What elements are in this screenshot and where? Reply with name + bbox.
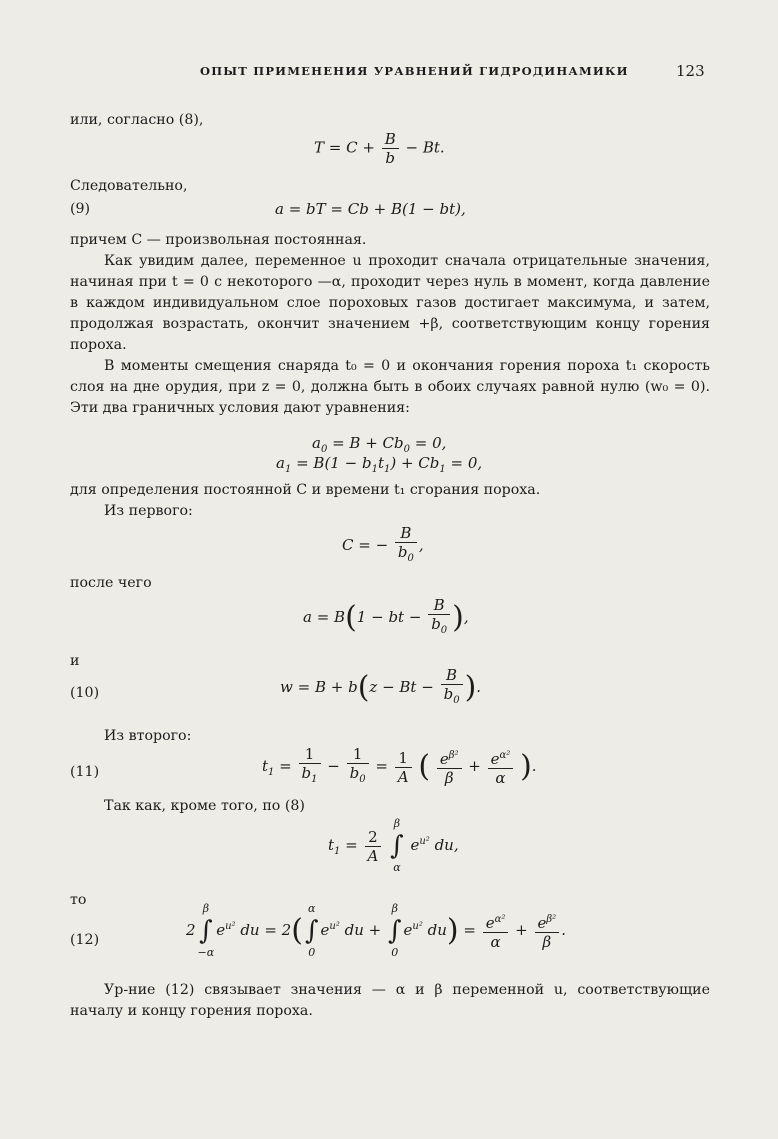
equation-9: a = bT = Cb + B(1 − bt), bbox=[275, 200, 466, 218]
paragraph: причем C — произвольная постоянная. bbox=[70, 232, 367, 248]
running-title: ОПЫТ ПРИМЕНЕНИЯ УРАВНЕНИЙ ГИДРОДИНАМИКИ bbox=[200, 64, 629, 78]
equation-a: a = B(1 − bt − $\frac{B}{b_0}$ ), bbox=[303, 596, 469, 636]
equation-C: C = − $\frac{B}{b_0}$ , bbox=[342, 524, 424, 564]
equation-11: $t_1$ = $\frac{1}{b_1}$ − $\frac{1}{b_0}$ = $\frac{1}{A}$ ( $\frac{e^{\beta^2}}{\beta}$ + $\frac{e^{\alpha^2}}{\alpha}$ ). bbox=[262, 745, 537, 787]
equation-10: w = B + b(z − Bt − $\frac{B}{b_0}$ ). bbox=[280, 666, 482, 706]
equation-a1: $a_1 = B(1 - b_1t_1) + Cb_1 = 0$, bbox=[276, 454, 483, 475]
paragraph: Так как, кроме того, по (8) bbox=[104, 798, 305, 814]
equation-number: (9) bbox=[70, 201, 91, 217]
paragraph: Из второго: bbox=[104, 728, 192, 744]
paragraph: для определения постоянной C и времени t₁ сгорания пороха. bbox=[70, 482, 541, 498]
equation-number: (10) bbox=[70, 685, 100, 701]
paragraph: Ур-ние (12) связывает значения — α и β переменной u, соответствующие началу и концу горения пороха. bbox=[70, 982, 710, 1019]
paragraph: и bbox=[70, 653, 80, 669]
equation-a0: $a_0 = B + Cb_0 = 0$, bbox=[312, 434, 447, 455]
equation-number: (12) bbox=[70, 932, 100, 948]
page-number: 123 bbox=[676, 62, 705, 80]
equation-number: (11) bbox=[70, 764, 100, 780]
text-line: или, согласно (8), bbox=[70, 112, 204, 128]
equation-t1: $t_1$ = $\frac{2}{A}$ β ∫ α $e^{u^2}$ du, bbox=[328, 817, 459, 874]
equation-12: 2 β ∫ −α $e^{u^2}$ du = 2( α ∫ 0 $e^{u^2}$ du + β ∫ 0 $e^{u^2}$ du) = $\frac{e^{\alpha^2}}{\alpha}$ + $\frac{e^{\beta^2}}{\beta}$ . bbox=[186, 902, 566, 959]
text-line: Следовательно, bbox=[70, 178, 188, 194]
paragraph: В моменты смещения снаряда t₀ = 0 и окончания горения пороха t₁ скорость слоя на дне орудия, при z = 0, должна быть в обоих случаях равной нулю (w₀ = 0). Эти два граничных условия дают уравнения: bbox=[70, 358, 710, 416]
paragraph: то bbox=[70, 892, 87, 908]
paragraph: Как увидим далее, переменное u проходит сначала отрицательные значения, начиная при t = 0 с некоторого —α, проходит через нуль в момент, когда давление в каждом индивидуальном слое пороховых газов достигает максимума, и затем, продолжая возрастать, окончит значением +β, соответствующим концу горения пороха. bbox=[70, 253, 710, 353]
paragraph: Из первого: bbox=[104, 503, 193, 519]
paragraph: после чего bbox=[70, 575, 152, 591]
equation-T: T = C + $\frac{B}{b}$ − Bt. bbox=[314, 130, 445, 167]
